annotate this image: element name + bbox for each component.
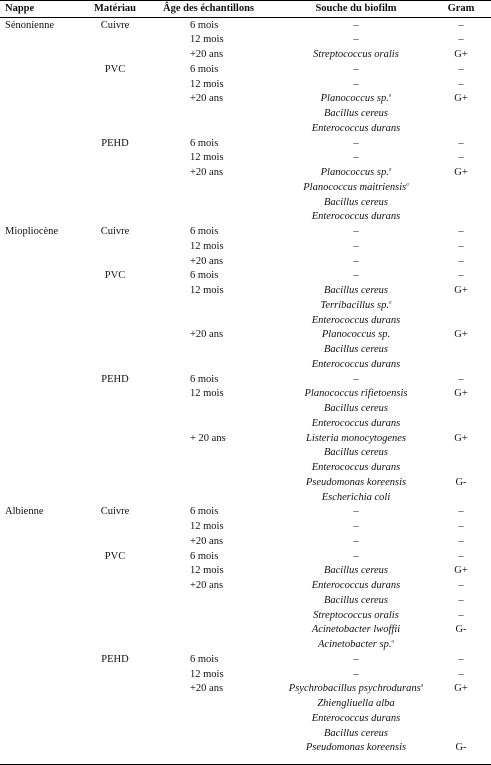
cell-gram: –	[458, 34, 464, 46]
table-row	[0, 476, 491, 491]
table-row	[0, 299, 491, 314]
table-row	[0, 19, 491, 34]
table-row	[0, 712, 491, 727]
cell-materiau: PEHD	[101, 653, 129, 665]
cell-age: 6 mois	[190, 373, 219, 385]
cell-materiau: PEHD	[101, 137, 129, 149]
cell-souche: Streptococcus oralis	[313, 49, 399, 60]
table-row	[0, 343, 491, 358]
cell-souche: Bacillus cereus	[323, 344, 389, 355]
cell-gram: –	[458, 255, 464, 267]
table-row	[0, 122, 491, 137]
footnote-marker: a	[391, 639, 394, 645]
cell-gram: –	[458, 152, 464, 164]
cell-souche: –	[353, 506, 359, 518]
cell-materiau: Cuivre	[100, 506, 130, 518]
table-row	[0, 269, 491, 284]
cell-age: 6 mois	[190, 226, 219, 237]
cell-souche: Bacillus cereus	[323, 108, 389, 119]
cell-souche: Enterococcus durans	[311, 417, 401, 429]
cell-souche: Zhiengliuella alba	[317, 698, 395, 709]
cell-souche: –	[353, 152, 359, 164]
table-row	[0, 284, 491, 299]
cell-souche: Acinetobacter lwoffii	[311, 624, 401, 636]
cell-souche: –	[353, 668, 359, 680]
cell-gram: –	[458, 609, 464, 621]
cell-souche: Planococcus maitriensis$^a$	[303, 181, 409, 193]
cell-souche: –	[353, 521, 359, 532]
cell-gram: G+	[454, 49, 468, 60]
footnote-marker: a	[388, 167, 392, 173]
table-row	[0, 225, 491, 240]
cell-age: 12 mois	[190, 668, 224, 680]
cell-gram: –	[458, 78, 464, 90]
cell-gram: –	[458, 373, 464, 385]
cell-age: 12 mois	[190, 565, 224, 577]
cell-gram: –	[458, 535, 464, 547]
cell-gram: –	[458, 550, 464, 562]
table-row	[0, 137, 491, 152]
cell-materiau: PVC	[104, 63, 126, 75]
cell-gram: –	[458, 506, 464, 518]
table-row	[0, 210, 491, 225]
table-row	[0, 255, 491, 270]
cell-nappe: Miopliocène	[5, 226, 59, 237]
table-row	[0, 727, 491, 742]
table-row	[0, 417, 491, 432]
cell-souche: Enterococcus durans	[311, 358, 401, 370]
table-row	[0, 92, 491, 107]
cell-age: +20 ans	[190, 93, 224, 105]
cell-nappe: Albienne	[5, 506, 44, 518]
table-row	[0, 609, 491, 624]
cell-age: 12 mois	[190, 388, 224, 400]
table-row	[0, 240, 491, 255]
cell-souche: Bacillus cereus	[323, 196, 389, 208]
cell-age: 6 mois	[190, 19, 219, 31]
cell-gram: G-	[455, 624, 467, 636]
table-row	[0, 697, 491, 712]
cell-souche: Acinetobacter sp.$^a$	[318, 639, 394, 650]
table-row	[0, 535, 491, 550]
header-age: Âge des échantillons	[163, 3, 255, 14]
footnote-marker: a	[388, 300, 392, 306]
cell-age: +20 ans	[190, 255, 224, 267]
top-rule	[0, 0, 491, 1]
table-row	[0, 653, 491, 668]
cell-gram: –	[458, 521, 464, 532]
cell-souche: –	[353, 63, 359, 75]
cell-age: +20 ans	[190, 683, 224, 695]
cell-souche: Bacillus cereus	[323, 727, 389, 739]
table-row	[0, 550, 491, 565]
cell-gram: –	[458, 668, 464, 680]
cell-souche: –	[353, 535, 359, 547]
cell-souche: Planococcus sp.	[321, 329, 391, 341]
footnote-marker: a	[406, 182, 409, 188]
cell-gram: G+	[454, 683, 468, 695]
cell-souche: Escherichia coli	[321, 491, 391, 503]
cell-materiau: Cuivre	[100, 226, 130, 237]
cell-souche: Pseudomonas koreensis	[305, 742, 407, 754]
cell-age: +20 ans	[190, 49, 224, 60]
table-row	[0, 668, 491, 683]
cell-materiau: PVC	[104, 270, 126, 282]
cell-souche: Bacillus cereus	[323, 565, 389, 577]
table-row	[0, 166, 491, 181]
cell-age: +20 ans	[190, 535, 224, 547]
cell-souche: –	[353, 653, 359, 665]
cell-gram: –	[458, 137, 464, 149]
header-gram: Gram	[447, 3, 475, 14]
table-row	[0, 432, 491, 447]
cell-souche: Enterococcus durans	[311, 712, 401, 724]
cell-materiau: PEHD	[101, 373, 129, 385]
header-materiau: Matériau	[94, 3, 136, 14]
cell-souche: Enterococcus durans	[311, 580, 401, 591]
cell-souche: –	[353, 19, 359, 31]
cell-gram: G-	[455, 476, 467, 488]
cell-souche: Enterococcus durans	[311, 462, 401, 473]
cell-gram: –	[458, 270, 464, 282]
table-row	[0, 623, 491, 638]
table-row	[0, 520, 491, 535]
cell-gram: –	[458, 653, 464, 665]
table-row	[0, 638, 491, 653]
table-row	[0, 402, 491, 417]
cell-souche: Enterococcus durans	[311, 211, 401, 223]
cell-gram: –	[458, 226, 464, 237]
cell-gram: G+	[454, 285, 468, 296]
table-row	[0, 151, 491, 166]
cell-souche: Planococcus sp.$^a$	[320, 167, 392, 178]
cell-age: + 20 ans	[190, 432, 226, 444]
cell-souche: Bacillus cereus	[323, 285, 389, 296]
cell-gram: G+	[454, 167, 468, 178]
header-row	[0, 2, 491, 17]
cell-age: +20 ans	[190, 329, 224, 341]
cell-age: 12 mois	[190, 34, 224, 46]
cell-souche: –	[353, 240, 359, 252]
cell-age: 6 mois	[190, 506, 219, 518]
cell-age: 12 mois	[190, 152, 224, 164]
cell-gram: G+	[454, 93, 468, 105]
cell-souche: –	[353, 226, 359, 237]
cell-souche: Bacillus cereus	[323, 403, 389, 414]
cell-souche: Planococcus rifietoensis	[304, 388, 408, 400]
table-row	[0, 48, 491, 63]
cell-souche: –	[353, 373, 359, 385]
cell-souche: –	[353, 78, 359, 90]
table-row	[0, 314, 491, 329]
cell-souche: Listeria monocytogenes	[305, 432, 407, 444]
cell-age: 6 mois	[190, 550, 219, 562]
table-row	[0, 594, 491, 609]
table-row	[0, 741, 491, 756]
table-row	[0, 505, 491, 520]
cell-gram: –	[458, 594, 464, 606]
cell-souche: Streptococcus oralis	[313, 609, 399, 621]
cell-age: 6 mois	[190, 63, 219, 75]
table-row	[0, 78, 491, 93]
cell-souche: –	[353, 270, 359, 282]
cell-gram: G+	[454, 565, 468, 577]
table-row	[0, 358, 491, 373]
cell-souche: Bacillus cereus	[323, 594, 389, 606]
cell-materiau: PVC	[104, 550, 126, 562]
header-souche: Souche du biofilm	[315, 3, 397, 14]
table-row	[0, 373, 491, 388]
table-row	[0, 491, 491, 506]
cell-gram: –	[458, 19, 464, 31]
footnote-marker: a	[420, 683, 424, 689]
table-row	[0, 196, 491, 211]
cell-age: 12 mois	[190, 78, 224, 90]
cell-souche: Terribacillus sp.$^a$	[320, 299, 392, 311]
cell-age: 6 mois	[190, 270, 219, 282]
cell-age: +20 ans	[190, 580, 224, 591]
cell-gram: –	[458, 63, 464, 75]
table-row	[0, 181, 491, 196]
table-row	[0, 33, 491, 48]
cell-souche: Enterococcus durans	[311, 122, 401, 134]
cell-gram: G+	[454, 388, 468, 400]
table-row	[0, 579, 491, 594]
cell-age: 6 mois	[190, 653, 219, 665]
cell-gram: –	[458, 580, 464, 591]
table-row	[0, 387, 491, 402]
cell-age: 12 mois	[190, 285, 224, 296]
table-row	[0, 328, 491, 343]
table-row	[0, 461, 491, 476]
cell-gram: G-	[455, 742, 467, 754]
cell-nappe: Sénonienne	[5, 19, 54, 31]
cell-souche: Enterococcus durans	[311, 314, 401, 326]
cell-souche: Psychrobacillus psychrodurans$^a$	[288, 683, 424, 695]
table-row	[0, 564, 491, 579]
cell-souche: Bacillus cereus	[323, 447, 389, 459]
cell-gram: G+	[454, 432, 468, 444]
cell-souche: –	[353, 255, 359, 267]
cell-age: 12 mois	[190, 521, 224, 532]
table-row	[0, 446, 491, 461]
table-row	[0, 63, 491, 78]
footnote-marker: a	[388, 93, 392, 99]
header-nappe: Nappe	[5, 3, 35, 14]
cell-souche: –	[353, 550, 359, 562]
cell-age: +20 ans	[190, 167, 224, 178]
cell-gram: G+	[454, 329, 468, 341]
cell-age: 6 mois	[190, 137, 219, 149]
cell-souche: –	[353, 137, 359, 149]
table-row	[0, 682, 491, 697]
table-row	[0, 107, 491, 122]
cell-materiau: Cuivre	[100, 19, 130, 31]
cell-souche: Planococcus sp.$^a$	[320, 93, 392, 105]
cell-gram: –	[458, 240, 464, 252]
cell-souche: Pseudomonas koreensis	[305, 476, 407, 488]
cell-souche: –	[353, 34, 359, 46]
cell-age: 12 mois	[190, 240, 224, 252]
